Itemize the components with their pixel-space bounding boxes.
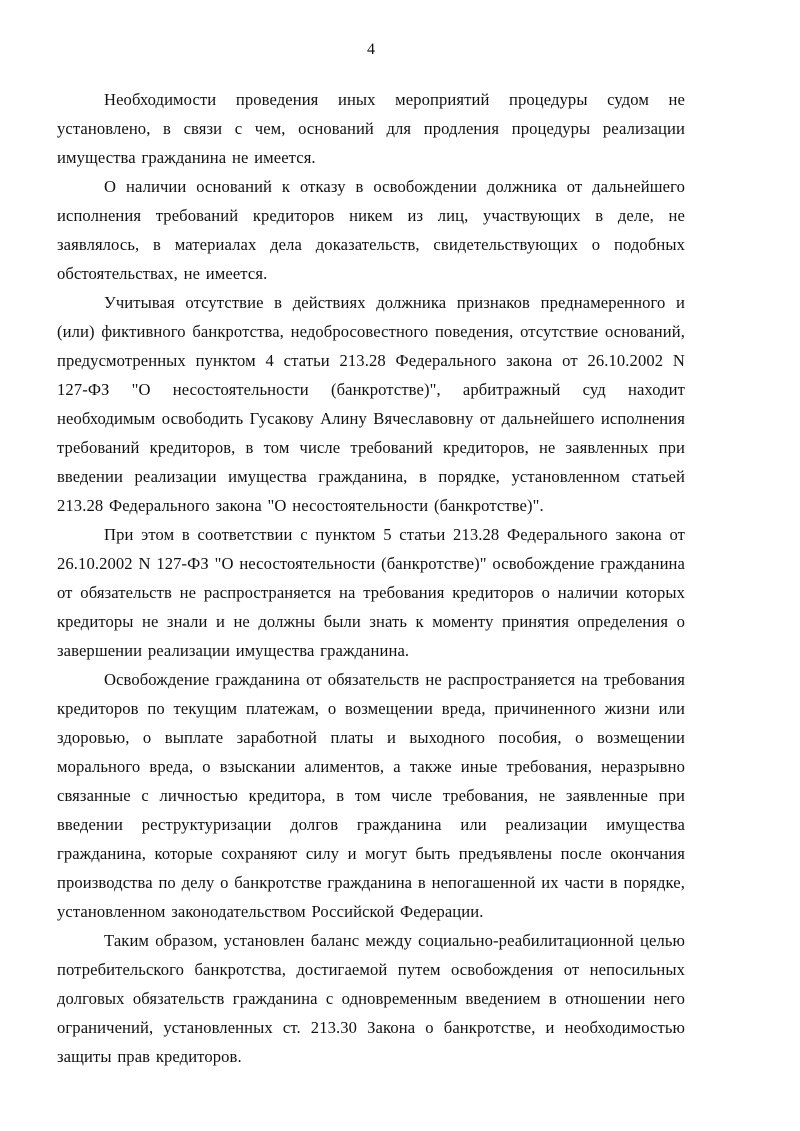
paragraph-1: Необходимости проведения иных мероприятий процедуры судом не установлено, в связи с чем, оснований для продления процедуры реализации имущества гражданина не имеется. [57, 90, 685, 167]
page-number: 4 [367, 41, 375, 58]
paragraph-3: Учитывая отсутствие в действиях должника признаков преднамеренного и (или) фиктивного банкротства, недобросовестного поведения, отсутствие оснований, предусмотренных пунктом 4 статьи 213.28 Федерального закона от 26.10.2002 N 127-ФЗ "О несостоятельности (банкротстве)", арбитражный суд находит необходимым освободить Гусакову Алину Вячеславовну от дальнейшего исполнения требований кредиторов, в том числе требований кредиторов, не заявленных при введении реализации имущества гражданина, в порядке, установленном статьей 213.28 Федерального закона "О несостоятельности (банкротстве)". [57, 293, 685, 515]
paragraph-2: О наличии оснований к отказу в освобождении должника от дальнейшего исполнения требований кредиторов никем из лиц, участвующих в деле, не заявлялось, в материалах дела доказательств, свидетельствующих о подобных обстоятельствах, не имеется. [57, 177, 685, 283]
paragraph-5: Освобождение гражданина от обязательств не распространяется на требования кредиторов по текущим платежам, о возмещении вреда, причиненного жизни или здоровью, о выплате заработной платы и выходного пособия, о возмещении морального вреда, о взыскании алиментов, а также иные требования, неразрывно связанные с личностью кредитора, в том числе требования, не заявленные при введении реструктуризации долгов гражданина или реализации имущества гражданина, которые сохраняют силу и могут быть предъявлены после окончания производства по делу о банкротстве гражданина в непогашенной их части в порядке, установленном законодательством Российской Федерации. [57, 670, 685, 921]
paragraph-4: При этом в соответствии с пунктом 5 статьи 213.28 Федерального закона от 26.10.2002 N 127-ФЗ "О несостоятельности (банкротстве)" освобождение гражданина от обязательств не распространяется на требования кредиторов о наличии которых кредиторы не знали и не должны были знать к моменту принятия определения о завершении реализации имущества гражданина. [57, 525, 685, 660]
document-body [57, 85, 685, 1071]
paragraph-6: Таким образом, установлен баланс между социально-реабилитационной целью потребительского банкротства, достигаемой путем освобождения от непосильных долговых обязательств гражданина с одновременным введением в отношении него ограничений, установленных ст. 213.30 Закона о банкротстве, и необходимостью защиты прав кредиторов. [57, 931, 685, 1066]
